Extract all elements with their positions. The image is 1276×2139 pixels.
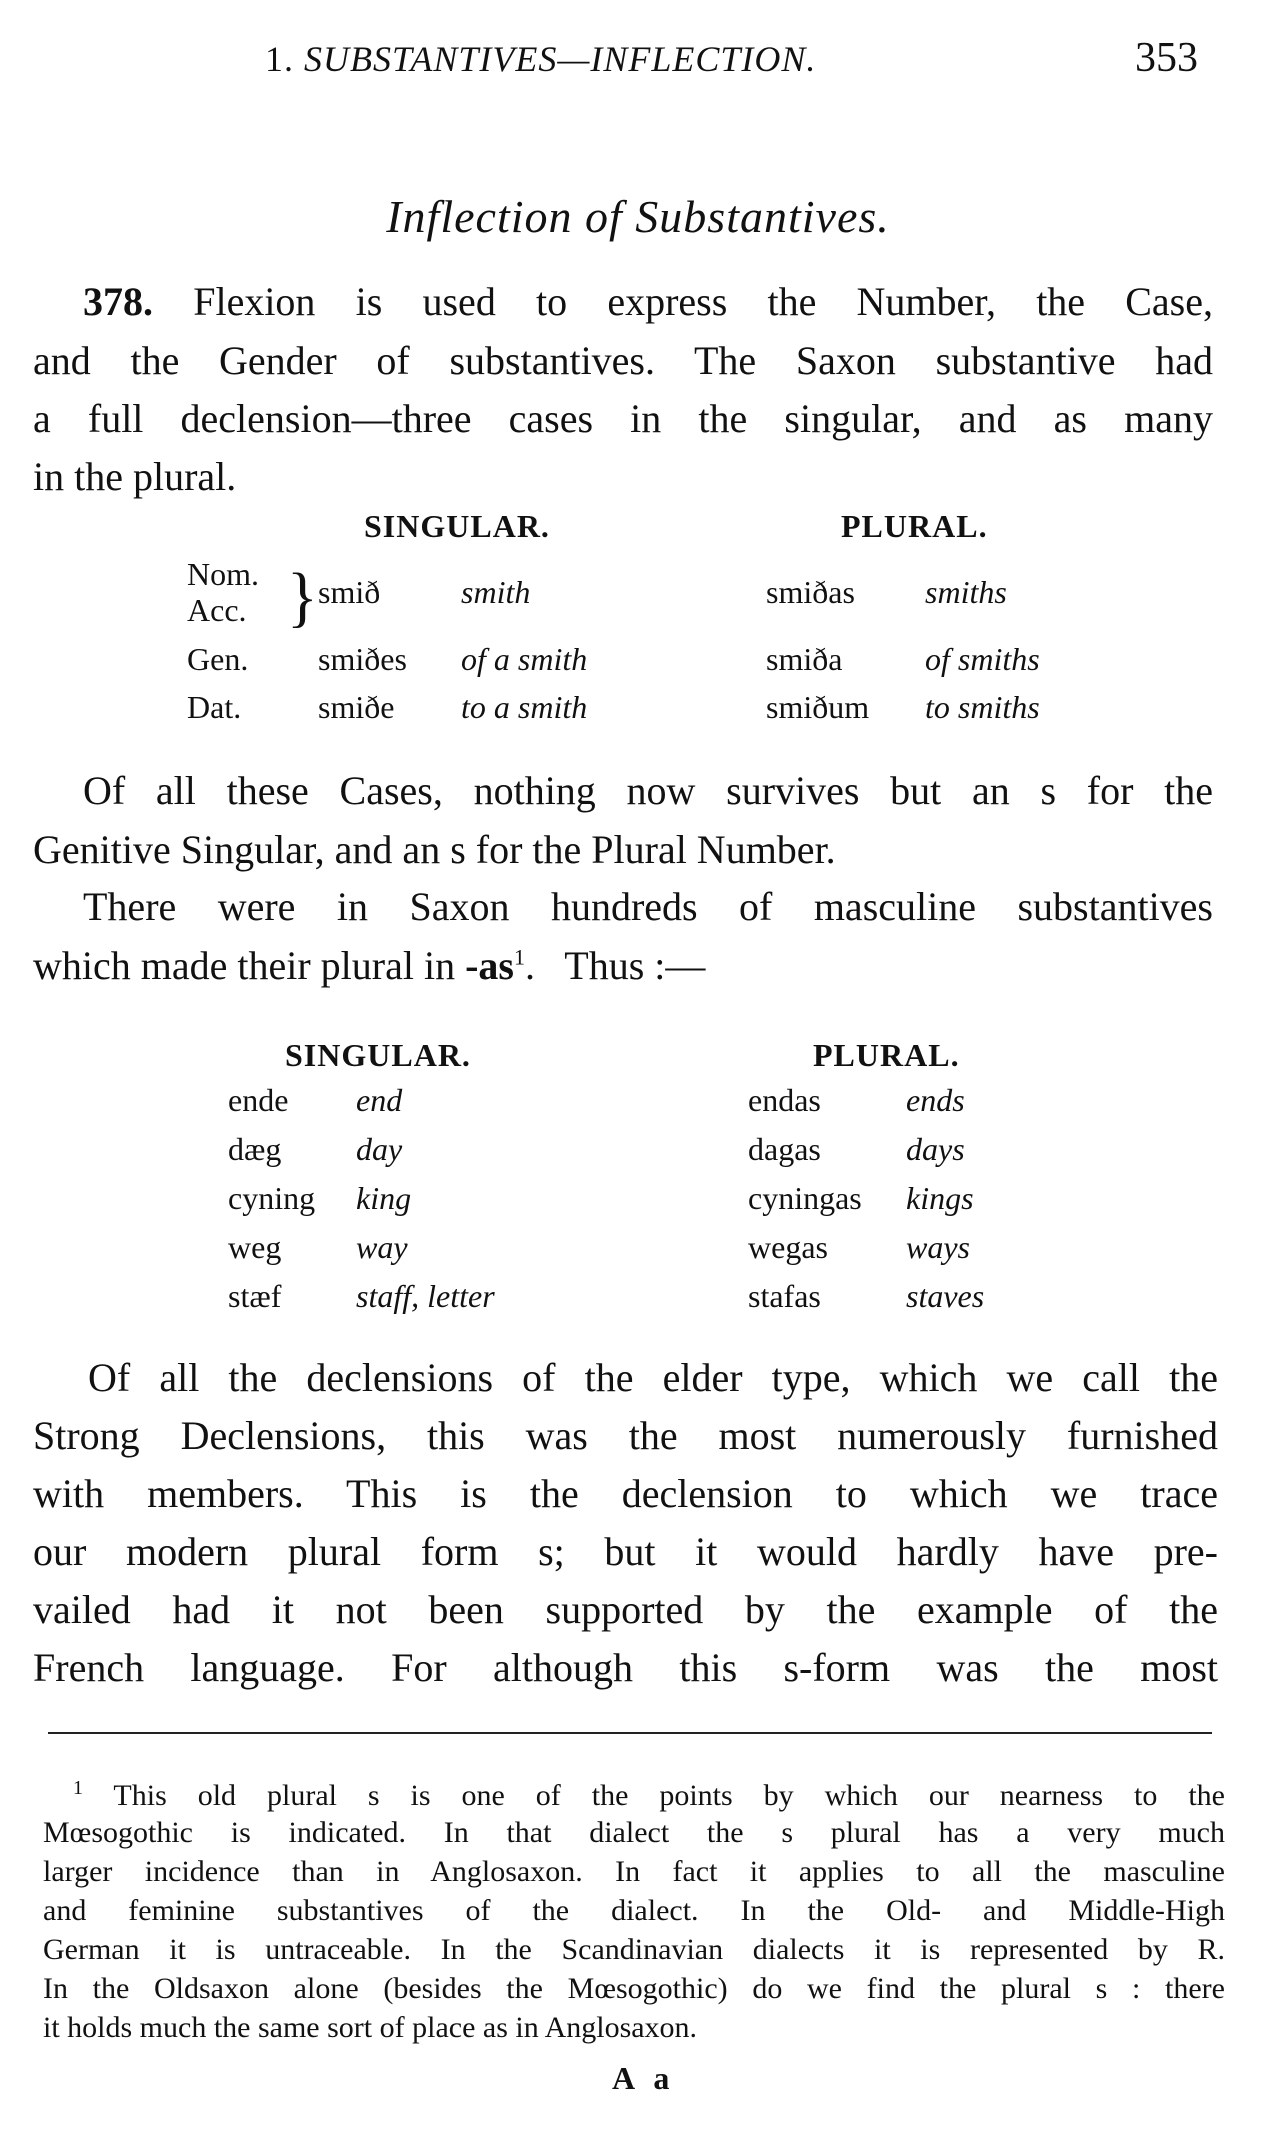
line-text: This old plural s is one of the points by which our nearness to the — [113, 1779, 1225, 1812]
paragraph-line: our modern plural form s; but it would hardly have pre- — [33, 1529, 1218, 1574]
singular-form: smiðes — [318, 641, 407, 677]
case-label: Nom. — [187, 556, 259, 592]
singular-gloss: to a smith — [461, 689, 588, 725]
singular-form: smið — [318, 574, 381, 610]
table-header-singular: SINGULAR. — [364, 508, 550, 544]
plural-gloss: ways — [906, 1229, 970, 1265]
paragraph-line: in the plural. — [33, 454, 237, 499]
plural-gloss: days — [906, 1131, 965, 1167]
running-head-number: 1. — [265, 39, 294, 79]
singular-gloss: end — [356, 1082, 403, 1118]
singular-gloss: of a smith — [461, 641, 588, 677]
paragraph-line: Of all these Cases, nothing now survives but an s for the — [83, 768, 1213, 813]
singular-form: smiðe — [318, 689, 395, 725]
footnote-line: German it is untraceable. In the Scandinavian dialects it is represented by R. — [43, 1933, 1225, 1966]
footnote-line: it holds much the same sort of place as in Anglosaxon. — [43, 2011, 698, 2044]
footnote-divider — [48, 1732, 1212, 1734]
footnote-line: In the Oldsaxon alone (besides the Mœsogothic) do we find the plural s : there — [43, 1972, 1225, 2005]
paragraph-line — [33, 278, 1213, 325]
paragraph-line: vailed had it not been supported by the example of the — [33, 1587, 1218, 1632]
paragraph-line: There were in Saxon hundreds of masculine substantives — [83, 884, 1213, 929]
singular-form: dæg — [228, 1131, 282, 1167]
singular-gloss: smith — [461, 574, 531, 610]
paragraph-line: Genitive Singular, and an s for the Plural Number. — [33, 827, 836, 872]
plural-suffix: -as — [465, 943, 514, 988]
plural-gloss: to smiths — [925, 689, 1040, 725]
table-header-singular: SINGULAR. — [285, 1037, 471, 1073]
footnote-line: larger incidence than in Anglosaxon. In fact it applies to all the masculine — [43, 1855, 1225, 1888]
paragraph-line: French language. For although this s-form was the most — [33, 1645, 1218, 1690]
line-text: . Thus :— — [524, 943, 706, 988]
singular-form: ende — [228, 1082, 289, 1118]
line-text: Flexion is used to express the Number, the Case, — [193, 279, 1214, 324]
plural-form: wegas — [748, 1229, 828, 1265]
singular-gloss: king — [356, 1180, 412, 1216]
footnote-line: Mœsogothic is indicated. In that dialect the s plural has a very much — [43, 1816, 1225, 1849]
paragraph-line: and the Gender of substantives. The Saxon substantive had — [33, 338, 1213, 383]
footnote-reference: 1 — [513, 944, 525, 970]
case-label: Acc. — [187, 592, 247, 628]
table-header-plural: PLURAL. — [841, 508, 988, 544]
brace-icon: } — [287, 559, 318, 634]
plural-form: smiðas — [766, 574, 855, 610]
line-text: which made their plural in — [33, 943, 456, 988]
section-title: Inflection of Substantives. — [386, 191, 890, 242]
plural-gloss: ends — [906, 1082, 965, 1118]
paragraph-line: Strong Declensions, this was the most numerously furnished — [33, 1413, 1218, 1458]
plural-form: stafas — [748, 1278, 821, 1314]
plural-gloss: kings — [906, 1180, 974, 1216]
paragraph-number: 378. — [83, 279, 153, 324]
footnote-line: and feminine substantives of the dialect. In the Old- and Middle-High — [43, 1894, 1225, 1927]
paragraph-line: with members. This is the declension to which we trace — [33, 1471, 1218, 1516]
running-head — [265, 38, 816, 80]
paragraph-line: a full declension—three cases in the singular, and as many — [33, 396, 1213, 441]
footnote-marker: 1 — [73, 1777, 83, 1799]
singular-gloss: staff, letter — [356, 1278, 495, 1314]
table-header-plural: PLURAL. — [813, 1037, 960, 1073]
paragraph-line: Of all the declensions of the elder type, which we call the — [88, 1355, 1218, 1400]
singular-gloss: day — [356, 1131, 403, 1167]
plural-form: dagas — [748, 1131, 821, 1167]
plural-gloss: staves — [906, 1278, 985, 1314]
plural-gloss: of smiths — [925, 641, 1040, 677]
signature-mark: A a — [612, 2060, 676, 2096]
plural-gloss: smiths — [925, 574, 1007, 610]
paragraph-line — [33, 942, 1213, 989]
case-label: Gen. — [187, 641, 249, 677]
singular-form: weg — [228, 1229, 282, 1265]
case-label: Dat. — [187, 689, 242, 725]
footnote-line — [73, 1777, 1225, 1813]
plural-form: smiðum — [766, 689, 870, 725]
singular-form: cyning — [228, 1180, 316, 1216]
plural-form: endas — [748, 1082, 821, 1118]
page-number: 353 — [1135, 35, 1198, 81]
plural-form: cyningas — [748, 1180, 862, 1216]
plural-form: smiða — [766, 641, 843, 677]
singular-gloss: way — [356, 1229, 408, 1265]
running-head-text: SUBSTANTIVES—INFLECTION. — [304, 39, 817, 79]
singular-form: stæf — [228, 1278, 282, 1314]
